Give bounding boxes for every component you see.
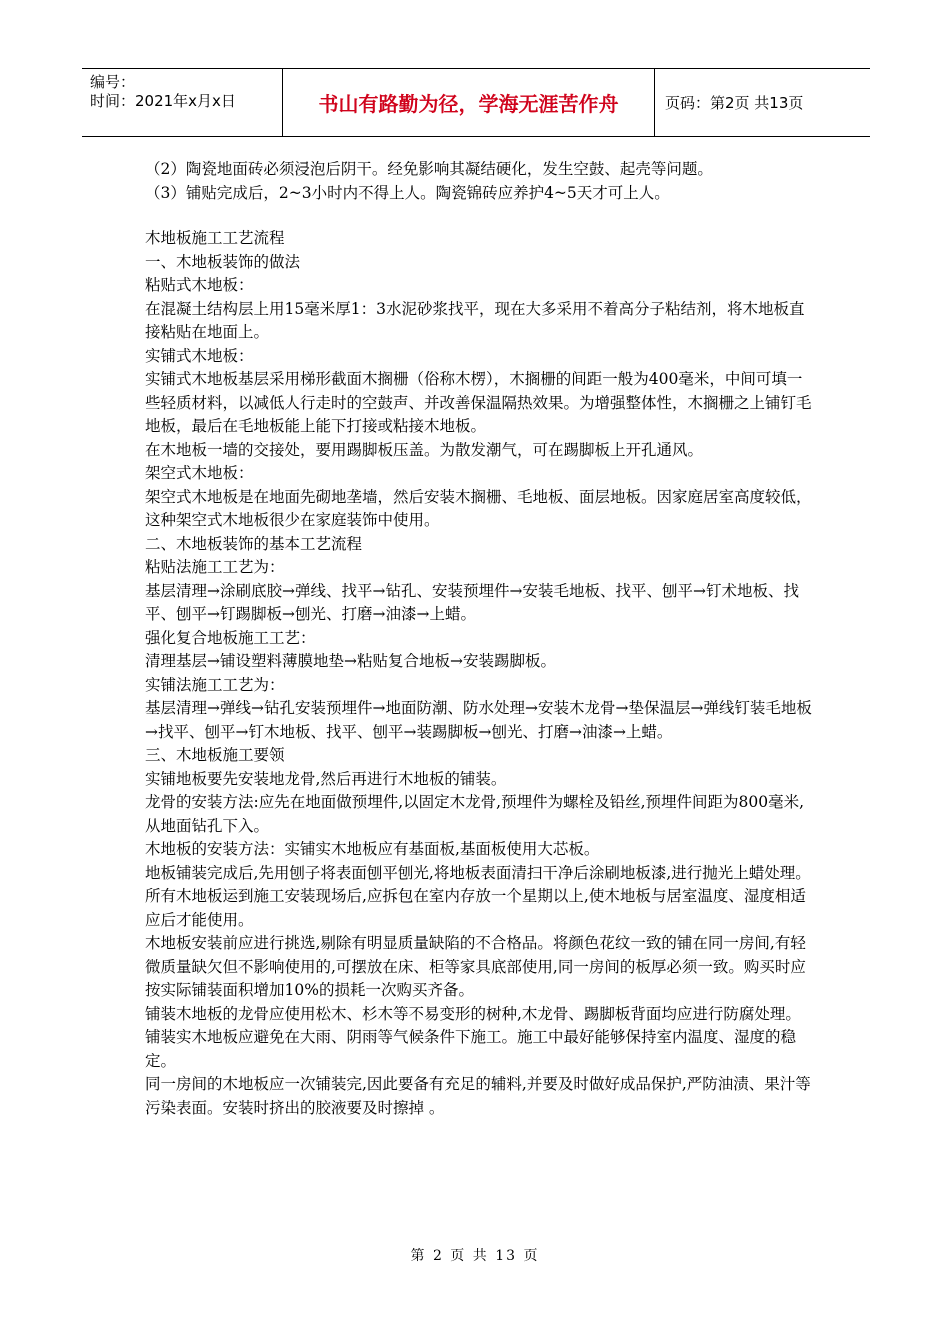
- subheading: 实铺式木地板：: [145, 346, 254, 365]
- paragraph: 地板铺装完成后,先用刨子将表面刨平刨光,将地板表面清扫干净后涂刷地板漆,进行抛光上蜡处理。: [145, 863, 811, 882]
- paragraph: 基层清理→涂刷底胶→弹线、找平→钻孔、安装预埋件→安装毛地板、找平、刨平→钉术地板、找平、刨平→钉踢脚板→刨光、打磨→油漆→上蜡。: [145, 581, 799, 623]
- paragraph: 木地板安装前应进行挑选,剔除有明显质量缺陷的不合格品。将颜色花纹一致的铺在同一房间,有轻微质量缺欠但不影响使用的,可摆放在床、柜等家具底部使用,同一房间的板厚必须一致。购买时应按实际铺装面积增加10%的损耗一次购买齐备。: [145, 934, 806, 999]
- header-page-info: 页码：第2页 共13页: [665, 94, 804, 112]
- paragraph: 龙骨的安装方法:应先在地面做预埋件,以固定木龙骨,预埋件为螺栓及铅丝,预埋件间距为800毫米,从地面钻孔下入。: [145, 793, 805, 835]
- paragraph: 基层清理→弹线→钻孔安装预埋件→地面防潮、防水处理→安装木龙骨→垫保温层→弹线钉装毛地板→找平、刨平→钉木地板、找平、刨平→装踢脚板→刨光、打磨→油漆→上蜡。: [145, 699, 812, 741]
- section-title: 木地板施工工艺流程: [145, 229, 285, 247]
- subheading: 粘贴法施工工艺为：: [145, 558, 285, 576]
- subheading: 强化复合地板施工工艺：: [145, 628, 316, 647]
- paragraph: 实铺地板要先安装地龙骨,然后再进行木地板的铺装。: [145, 769, 507, 788]
- header-meta: [82, 69, 282, 136]
- paragraph: （2）陶瓷地面砖必须浸泡后阴干。经免影响其凝结硬化，发生空鼓、起壳等问题。: [145, 160, 713, 178]
- paragraph: 在混凝土结构层上用15毫米厚1：3水泥砂浆找平，现在大多采用不着高分子粘结剂，将木地板直接粘贴在地面上。: [145, 299, 805, 341]
- page-header: [82, 68, 870, 137]
- paragraph: （3）铺贴完成后，2~3小时内不得上人。陶瓷锦砖应养护4~5天才可上人。: [145, 183, 670, 202]
- paragraph: 在木地板一墙的交接处，要用踢脚板压盖。为散发潮气，可在踢脚板上开孔通风。: [145, 440, 704, 459]
- paragraph: 所有木地板运到施工安装现场后,应拆包在室内存放一个星期以上,使木地板与居室温度、湿度相适应后才能使用。: [145, 887, 806, 929]
- paragraph: 木地板的安装方法：实铺实木地板应有基面板,基面板使用大芯板。: [145, 840, 600, 858]
- subheading: 架空式木地板：: [145, 464, 254, 482]
- subheading: 粘贴式木地板：: [145, 276, 254, 294]
- spacer: [145, 205, 813, 227]
- paragraph: 架空式木地板是在地面先砌地垄墙，然后安装木搁栅、毛地板、面层地板。因家庭居室高度较低，这种架空式木地板很少在家庭装饰中使用。: [145, 487, 812, 529]
- paragraph: 实铺式木地板基层采用梯形截面木搁栅（俗称木楞），木搁栅的间距一般为400毫米，中间可填一些轻质材料，以减低人行走时的空鼓声、并改善保温隔热效果。为增强整体性，木搁栅之上铺钉毛地板，最后在毛地板能上能下打接或粘接木地板。: [145, 370, 812, 435]
- heading: 三、木地板施工要领: [145, 746, 285, 764]
- document-number-label: 编号：: [90, 73, 136, 91]
- heading: 一、木地板装饰的做法: [145, 252, 301, 271]
- paragraph: 铺装实木地板应避免在大雨、阴雨等气候条件下施工。施工中最好能够保持室内温度、湿度的稳定。: [145, 1028, 797, 1070]
- header-motto: 书山有路勤为径，学海无涯苦作舟: [282, 69, 655, 136]
- paragraph: 铺装木地板的龙骨应使用松木、杉木等不易变形的树种,木龙骨、踢脚板背面均应进行防腐处理。: [145, 1004, 801, 1023]
- paragraph: 清理基层→铺设塑料薄膜地垫→粘贴复合地板→安装踢脚板。: [145, 652, 556, 670]
- subheading: 实铺法施工工艺为：: [145, 675, 285, 694]
- heading: 二、木地板装饰的基本工艺流程: [145, 534, 363, 553]
- paragraph: 同一房间的木地板应一次铺装完,因此要备有充足的辅料,并要及时做好成品保护,严防油渍、果汁等污染表面。安装时挤出的胶液要及时擦掉 。: [145, 1075, 811, 1117]
- document-body: [145, 158, 813, 1120]
- document-date-label: 时间：2021年x月x日: [90, 92, 236, 110]
- page-footer: 第 2 页 共 13 页: [410, 1248, 540, 1264]
